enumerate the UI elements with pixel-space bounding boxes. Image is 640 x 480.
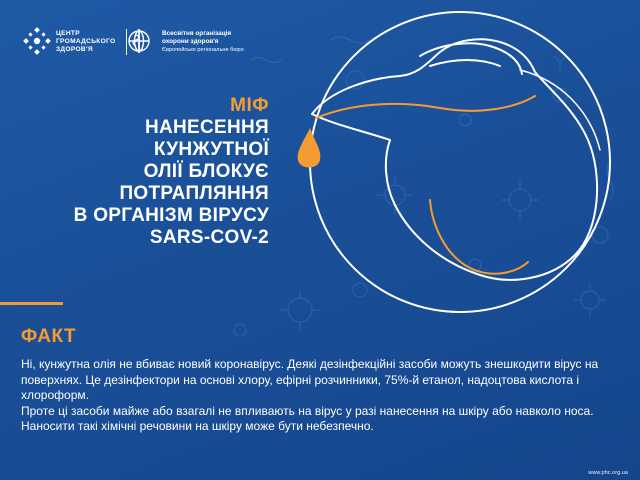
phc-logo-mark-space [22,28,50,56]
oil-jug-illustration [312,39,600,280]
phc-logo [22,28,118,56]
who-logo-text [162,30,244,54]
footer-url: www.phc.org.ua [588,470,628,476]
logo-divider [126,29,127,55]
myth-line: КУНЖУТНОЇ [153,139,269,160]
myth-line: НАНЕСЕННЯ [144,117,269,138]
myth-line: ОЛІЇ БЛОКУЄ [143,161,269,182]
accent-rule [0,302,63,305]
virus-pattern [234,37,613,336]
phc-logo-text [56,30,118,54]
header-logos [22,22,244,62]
myth-block [0,95,290,249]
fact-paragraph-2: Проте ці засоби майже або взагалі не впливають на вірус у разі нанесення на шкіру або навколо носа. Наносити такі хімічні речовини на шкіру може бути небезпечно. [21,403,594,433]
myth-line: В ОРГАНІЗМ ВІРУСУ [73,205,269,226]
who-logo-line3: Європейське регіональне бюро [162,47,244,53]
myth-line: SARS-COV-2 [149,227,269,248]
myth-line: ПОТРАПЛЯННЯ [119,183,269,204]
myth-statement [0,117,269,249]
phc-logo-line3: ЗДОРОВ'Я [56,46,93,53]
fact-body [21,357,621,435]
who-emblem-space [135,31,157,53]
who-logo-line1: Всесвітня організація [162,30,232,37]
phc-logo-line2: ГРОМАДСЬКОГО [56,38,116,45]
myth-label: МІФ [230,95,269,116]
phc-logo-line1: ЦЕНТР [56,30,80,37]
fact-paragraph-1: Ні, кунжутна олія не вбиває новий коронавірус. Деякі дезінфекційні засоби можуть знешкодити вірус на поверхнях. Це дезінфектори на основі хлору, ефірні розчинники, 75%-й етанол, надоцтова кислота і хлороформ. [21,357,599,402]
who-logo [135,30,244,54]
oil-lines [316,96,535,274]
oil-drop-icon [298,128,321,168]
fact-label: ФАКТ [21,326,77,347]
who-logo-line2: охорони здоров'я [162,38,219,45]
